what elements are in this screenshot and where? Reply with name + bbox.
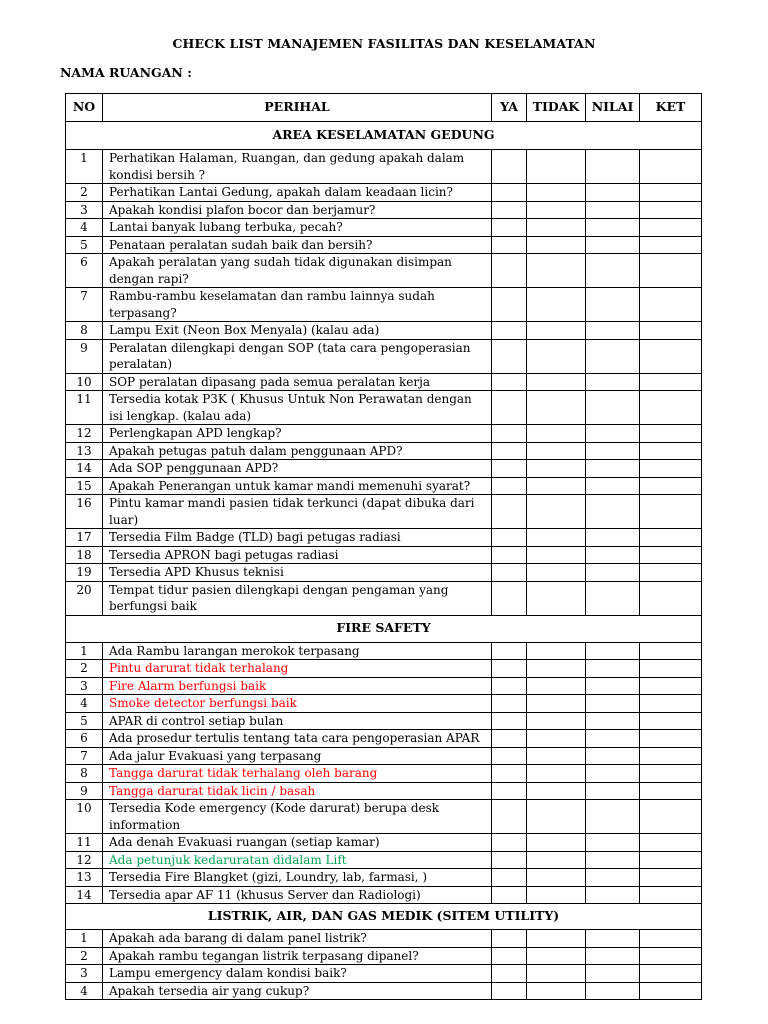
ya-cell <box>492 254 527 288</box>
item-number: 3 <box>66 201 103 219</box>
ket-cell <box>640 730 702 748</box>
table-row <box>66 695 702 713</box>
table-row <box>66 581 702 615</box>
table-row <box>66 477 702 495</box>
ya-cell <box>492 930 527 948</box>
tidak-cell <box>527 477 586 495</box>
section-header-row <box>66 615 702 642</box>
nilai-cell <box>586 695 640 713</box>
tidak-cell <box>527 834 586 852</box>
section-title: LISTRIK, AIR, DAN GAS MEDIK (SITEM UTILITY) <box>66 904 702 930</box>
nilai-cell <box>586 150 640 184</box>
table-row <box>66 254 702 288</box>
item-description: SOP peralatan dipasang pada semua peralatan kerja <box>103 373 492 391</box>
ya-cell <box>492 391 527 425</box>
nilai-cell <box>586 236 640 254</box>
item-number: 20 <box>66 581 103 615</box>
ket-cell <box>640 460 702 478</box>
table-row <box>66 930 702 948</box>
nilai-cell <box>586 219 640 237</box>
table-row <box>66 965 702 983</box>
section-header-row <box>66 904 702 930</box>
nilai-cell <box>586 834 640 852</box>
item-number: 11 <box>66 391 103 425</box>
nilai-cell <box>586 982 640 1000</box>
item-number: 6 <box>66 254 103 288</box>
item-number: 3 <box>66 965 103 983</box>
ya-cell <box>492 765 527 783</box>
item-number: 4 <box>66 219 103 237</box>
tidak-cell <box>527 869 586 887</box>
nilai-cell <box>586 529 640 547</box>
ket-cell <box>640 800 702 834</box>
item-description: Apakah rambu tegangan listrik terpasang dipanel? <box>103 947 492 965</box>
ket-cell <box>640 236 702 254</box>
tidak-cell <box>527 373 586 391</box>
ya-cell <box>492 965 527 983</box>
section-header-row <box>66 122 702 150</box>
item-number: 12 <box>66 851 103 869</box>
item-number: 3 <box>66 677 103 695</box>
ket-cell <box>640 695 702 713</box>
section-title: FIRE SAFETY <box>66 615 702 642</box>
tidak-cell <box>527 965 586 983</box>
tidak-cell <box>527 564 586 582</box>
nilai-cell <box>586 642 640 660</box>
nilai-cell <box>586 288 640 322</box>
item-description: Tersedia APD Khusus teknisi <box>103 564 492 582</box>
tidak-cell <box>527 982 586 1000</box>
table-row <box>66 391 702 425</box>
ket-cell <box>640 677 702 695</box>
ket-cell <box>640 339 702 373</box>
ket-cell <box>640 254 702 288</box>
ya-cell <box>492 460 527 478</box>
item-number: 13 <box>66 869 103 887</box>
nilai-cell <box>586 800 640 834</box>
item-description: Ada jalur Evakuasi yang terpasang <box>103 747 492 765</box>
tidak-cell <box>527 184 586 202</box>
item-number: 2 <box>66 947 103 965</box>
item-description: Tempat tidur pasien dilengkapi dengan pengaman yang berfungsi baik <box>103 581 492 615</box>
item-number: 7 <box>66 288 103 322</box>
ya-cell <box>492 495 527 529</box>
item-number: 2 <box>66 660 103 678</box>
item-number: 11 <box>66 834 103 852</box>
table-row <box>66 219 702 237</box>
ya-cell <box>492 947 527 965</box>
room-name-label: NAMA RUANGAN : <box>60 65 192 80</box>
tidak-cell <box>527 201 586 219</box>
item-description: Perhatikan Halaman, Ruangan, dan gedung apakah dalam kondisi bersih ? <box>103 150 492 184</box>
header-perihal: PERIHAL <box>103 94 492 122</box>
ket-cell <box>640 495 702 529</box>
tidak-cell <box>527 219 586 237</box>
ket-cell <box>640 660 702 678</box>
ket-cell <box>640 869 702 887</box>
tidak-cell <box>527 747 586 765</box>
item-description: Tangga darurat tidak licin / basah <box>103 782 492 800</box>
table-row <box>66 834 702 852</box>
table-row <box>66 442 702 460</box>
tidak-cell <box>527 581 586 615</box>
tidak-cell <box>527 391 586 425</box>
tidak-cell <box>527 800 586 834</box>
nilai-cell <box>586 782 640 800</box>
item-description: Smoke detector berfungsi baik <box>103 695 492 713</box>
tidak-cell <box>527 660 586 678</box>
item-description: Penataan peralatan sudah baik dan bersih? <box>103 236 492 254</box>
tidak-cell <box>527 442 586 460</box>
nilai-cell <box>586 322 640 340</box>
table-row <box>66 339 702 373</box>
nilai-cell <box>586 886 640 904</box>
ket-cell <box>640 425 702 443</box>
table-row <box>66 201 702 219</box>
nilai-cell <box>586 677 640 695</box>
item-description: Ada Rambu larangan merokok terpasang <box>103 642 492 660</box>
nilai-cell <box>586 581 640 615</box>
table-row <box>66 660 702 678</box>
ya-cell <box>492 322 527 340</box>
ya-cell <box>492 869 527 887</box>
ket-cell <box>640 642 702 660</box>
ya-cell <box>492 677 527 695</box>
checklist-body <box>66 122 702 1000</box>
tidak-cell <box>527 782 586 800</box>
nilai-cell <box>586 373 640 391</box>
ket-cell <box>640 947 702 965</box>
item-description: Ada SOP penggunaan APD? <box>103 460 492 478</box>
table-row <box>66 800 702 834</box>
nilai-cell <box>586 765 640 783</box>
table-row <box>66 425 702 443</box>
ya-cell <box>492 747 527 765</box>
item-description: Pintu darurat tidak terhalang <box>103 660 492 678</box>
ket-cell <box>640 886 702 904</box>
item-number: 10 <box>66 800 103 834</box>
item-number: 5 <box>66 236 103 254</box>
item-description: Apakah ada barang di dalam panel listrik? <box>103 930 492 948</box>
nilai-cell <box>586 660 640 678</box>
nilai-cell <box>586 546 640 564</box>
item-number: 17 <box>66 529 103 547</box>
ya-cell <box>492 782 527 800</box>
ket-cell <box>640 965 702 983</box>
item-description: Rambu-rambu keselamatan dan rambu lainnya sudah terpasang? <box>103 288 492 322</box>
nilai-cell <box>586 564 640 582</box>
item-description: Apakah Penerangan untuk kamar mandi memenuhi syarat? <box>103 477 492 495</box>
item-number: 4 <box>66 982 103 1000</box>
item-number: 16 <box>66 495 103 529</box>
table-row <box>66 495 702 529</box>
ya-cell <box>492 529 527 547</box>
item-description: Tersedia APRON bagi petugas radiasi <box>103 546 492 564</box>
table-row <box>66 373 702 391</box>
tidak-cell <box>527 460 586 478</box>
ket-cell <box>640 391 702 425</box>
header-nilai: NILAI <box>586 94 640 122</box>
tidak-cell <box>527 254 586 288</box>
nilai-cell <box>586 851 640 869</box>
tidak-cell <box>527 712 586 730</box>
ya-cell <box>492 201 527 219</box>
item-number: 19 <box>66 564 103 582</box>
ket-cell <box>640 747 702 765</box>
table-row <box>66 886 702 904</box>
section-title: AREA KESELAMATAN GEDUNG <box>66 122 702 150</box>
nilai-cell <box>586 184 640 202</box>
tidak-cell <box>527 236 586 254</box>
ya-cell <box>492 834 527 852</box>
tidak-cell <box>527 150 586 184</box>
nilai-cell <box>586 712 640 730</box>
item-number: 10 <box>66 373 103 391</box>
ket-cell <box>640 851 702 869</box>
document-title: CHECK LIST MANAJEMEN FASILITAS DAN KESELAMATAN <box>172 36 596 51</box>
item-description: Lampu Exit (Neon Box Menyala) (kalau ada) <box>103 322 492 340</box>
item-description: APAR di control setiap bulan <box>103 712 492 730</box>
nilai-cell <box>586 460 640 478</box>
table-row <box>66 184 702 202</box>
ya-cell <box>492 373 527 391</box>
header-tidak: TIDAK <box>527 94 586 122</box>
ket-cell <box>640 564 702 582</box>
item-description: Tersedia kotak P3K ( Khusus Untuk Non Perawatan dengan isi lengkap. (kalau ada) <box>103 391 492 425</box>
table-row <box>66 782 702 800</box>
ket-cell <box>640 765 702 783</box>
tidak-cell <box>527 288 586 322</box>
ya-cell <box>492 339 527 373</box>
tidak-cell <box>527 546 586 564</box>
ya-cell <box>492 581 527 615</box>
item-description: Perlengkapan APD lengkap? <box>103 425 492 443</box>
item-description: Perhatikan Lantai Gedung, apakah dalam keadaan licin? <box>103 184 492 202</box>
ya-cell <box>492 851 527 869</box>
table-row <box>66 564 702 582</box>
ket-cell <box>640 373 702 391</box>
item-description: Apakah tersedia air yang cukup? <box>103 982 492 1000</box>
item-description: Ada denah Evakuasi ruangan (setiap kamar) <box>103 834 492 852</box>
table-row <box>66 288 702 322</box>
nilai-cell <box>586 339 640 373</box>
ket-cell <box>640 982 702 1000</box>
ya-cell <box>492 425 527 443</box>
item-number: 14 <box>66 460 103 478</box>
table-row <box>66 460 702 478</box>
ya-cell <box>492 695 527 713</box>
table-row <box>66 150 702 184</box>
ket-cell <box>640 322 702 340</box>
item-number: 6 <box>66 730 103 748</box>
header-row <box>66 94 702 122</box>
item-number: 5 <box>66 712 103 730</box>
header-ket: KET <box>640 94 702 122</box>
ket-cell <box>640 546 702 564</box>
item-description: Tangga darurat tidak terhalang oleh barang <box>103 765 492 783</box>
ket-cell <box>640 834 702 852</box>
table-row <box>66 712 702 730</box>
tidak-cell <box>527 930 586 948</box>
ya-cell <box>492 712 527 730</box>
nilai-cell <box>586 477 640 495</box>
item-description: Tersedia apar AF 11 (khusus Server dan Radiologi) <box>103 886 492 904</box>
item-number: 14 <box>66 886 103 904</box>
tidak-cell <box>527 765 586 783</box>
item-number: 1 <box>66 642 103 660</box>
ya-cell <box>492 660 527 678</box>
item-number: 13 <box>66 442 103 460</box>
tidak-cell <box>527 677 586 695</box>
nilai-cell <box>586 254 640 288</box>
ya-cell <box>492 642 527 660</box>
ya-cell <box>492 442 527 460</box>
item-number: 15 <box>66 477 103 495</box>
nilai-cell <box>586 391 640 425</box>
ket-cell <box>640 930 702 948</box>
nilai-cell <box>586 201 640 219</box>
ket-cell <box>640 529 702 547</box>
table-row <box>66 869 702 887</box>
header-ya: YA <box>492 94 527 122</box>
ket-cell <box>640 288 702 322</box>
ya-cell <box>492 546 527 564</box>
item-description: Ada prosedur tertulis tentang tata cara pengoperasian APAR <box>103 730 492 748</box>
table-row <box>66 982 702 1000</box>
ya-cell <box>492 886 527 904</box>
ket-cell <box>640 477 702 495</box>
item-number: 8 <box>66 322 103 340</box>
table-row <box>66 947 702 965</box>
ya-cell <box>492 982 527 1000</box>
ya-cell <box>492 477 527 495</box>
item-number: 8 <box>66 765 103 783</box>
nilai-cell <box>586 442 640 460</box>
ket-cell <box>640 712 702 730</box>
item-description: Lantai banyak lubang terbuka, pecah? <box>103 219 492 237</box>
table-row <box>66 747 702 765</box>
item-description: Tersedia Kode emergency (Kode darurat) berupa desk information <box>103 800 492 834</box>
tidak-cell <box>527 730 586 748</box>
nilai-cell <box>586 730 640 748</box>
tidak-cell <box>527 425 586 443</box>
table-row <box>66 236 702 254</box>
tidak-cell <box>527 495 586 529</box>
ket-cell <box>640 184 702 202</box>
ya-cell <box>492 800 527 834</box>
table-row <box>66 642 702 660</box>
ya-cell <box>492 219 527 237</box>
ya-cell <box>492 564 527 582</box>
checklist-table <box>65 93 702 1000</box>
tidak-cell <box>527 851 586 869</box>
item-description: Apakah petugas patuh dalam penggunaan APD? <box>103 442 492 460</box>
ket-cell <box>640 581 702 615</box>
table-row <box>66 677 702 695</box>
nilai-cell <box>586 930 640 948</box>
table-row <box>66 529 702 547</box>
item-number: 12 <box>66 425 103 443</box>
item-description: Lampu emergency dalam kondisi baik? <box>103 965 492 983</box>
item-description: Tersedia Fire Blangket (gizi, Loundry, lab, farmasi, ) <box>103 869 492 887</box>
ket-cell <box>640 201 702 219</box>
nilai-cell <box>586 495 640 529</box>
item-number: 9 <box>66 339 103 373</box>
item-number: 1 <box>66 930 103 948</box>
item-description: Fire Alarm berfungsi baik <box>103 677 492 695</box>
ket-cell <box>640 782 702 800</box>
item-description: Pintu kamar mandi pasien tidak terkunci (dapat dibuka dari luar) <box>103 495 492 529</box>
item-number: 1 <box>66 150 103 184</box>
tidak-cell <box>527 695 586 713</box>
tidak-cell <box>527 886 586 904</box>
ya-cell <box>492 288 527 322</box>
ket-cell <box>640 219 702 237</box>
ket-cell <box>640 150 702 184</box>
tidak-cell <box>527 642 586 660</box>
item-number: 4 <box>66 695 103 713</box>
item-number: 2 <box>66 184 103 202</box>
tidak-cell <box>527 529 586 547</box>
table-row <box>66 765 702 783</box>
ya-cell <box>492 184 527 202</box>
table-row <box>66 730 702 748</box>
nilai-cell <box>586 425 640 443</box>
nilai-cell <box>586 965 640 983</box>
item-description: Peralatan dilengkapi dengan SOP (tata cara pengoperasian peralatan) <box>103 339 492 373</box>
nilai-cell <box>586 747 640 765</box>
ya-cell <box>492 730 527 748</box>
item-description: Tersedia Film Badge (TLD) bagi petugas radiasi <box>103 529 492 547</box>
item-number: 18 <box>66 546 103 564</box>
item-description: Apakah kondisi plafon bocor dan berjamur? <box>103 201 492 219</box>
item-description: Ada petunjuk kedaruratan didalam Lift <box>103 851 492 869</box>
table-row <box>66 322 702 340</box>
tidak-cell <box>527 339 586 373</box>
table-row <box>66 851 702 869</box>
ket-cell <box>640 442 702 460</box>
item-description: Apakah peralatan yang sudah tidak digunakan disimpan dengan rapi? <box>103 254 492 288</box>
nilai-cell <box>586 869 640 887</box>
table-row <box>66 546 702 564</box>
item-number: 7 <box>66 747 103 765</box>
ya-cell <box>492 150 527 184</box>
nilai-cell <box>586 947 640 965</box>
item-number: 9 <box>66 782 103 800</box>
ya-cell <box>492 236 527 254</box>
tidak-cell <box>527 947 586 965</box>
header-no: NO <box>66 94 103 122</box>
tidak-cell <box>527 322 586 340</box>
